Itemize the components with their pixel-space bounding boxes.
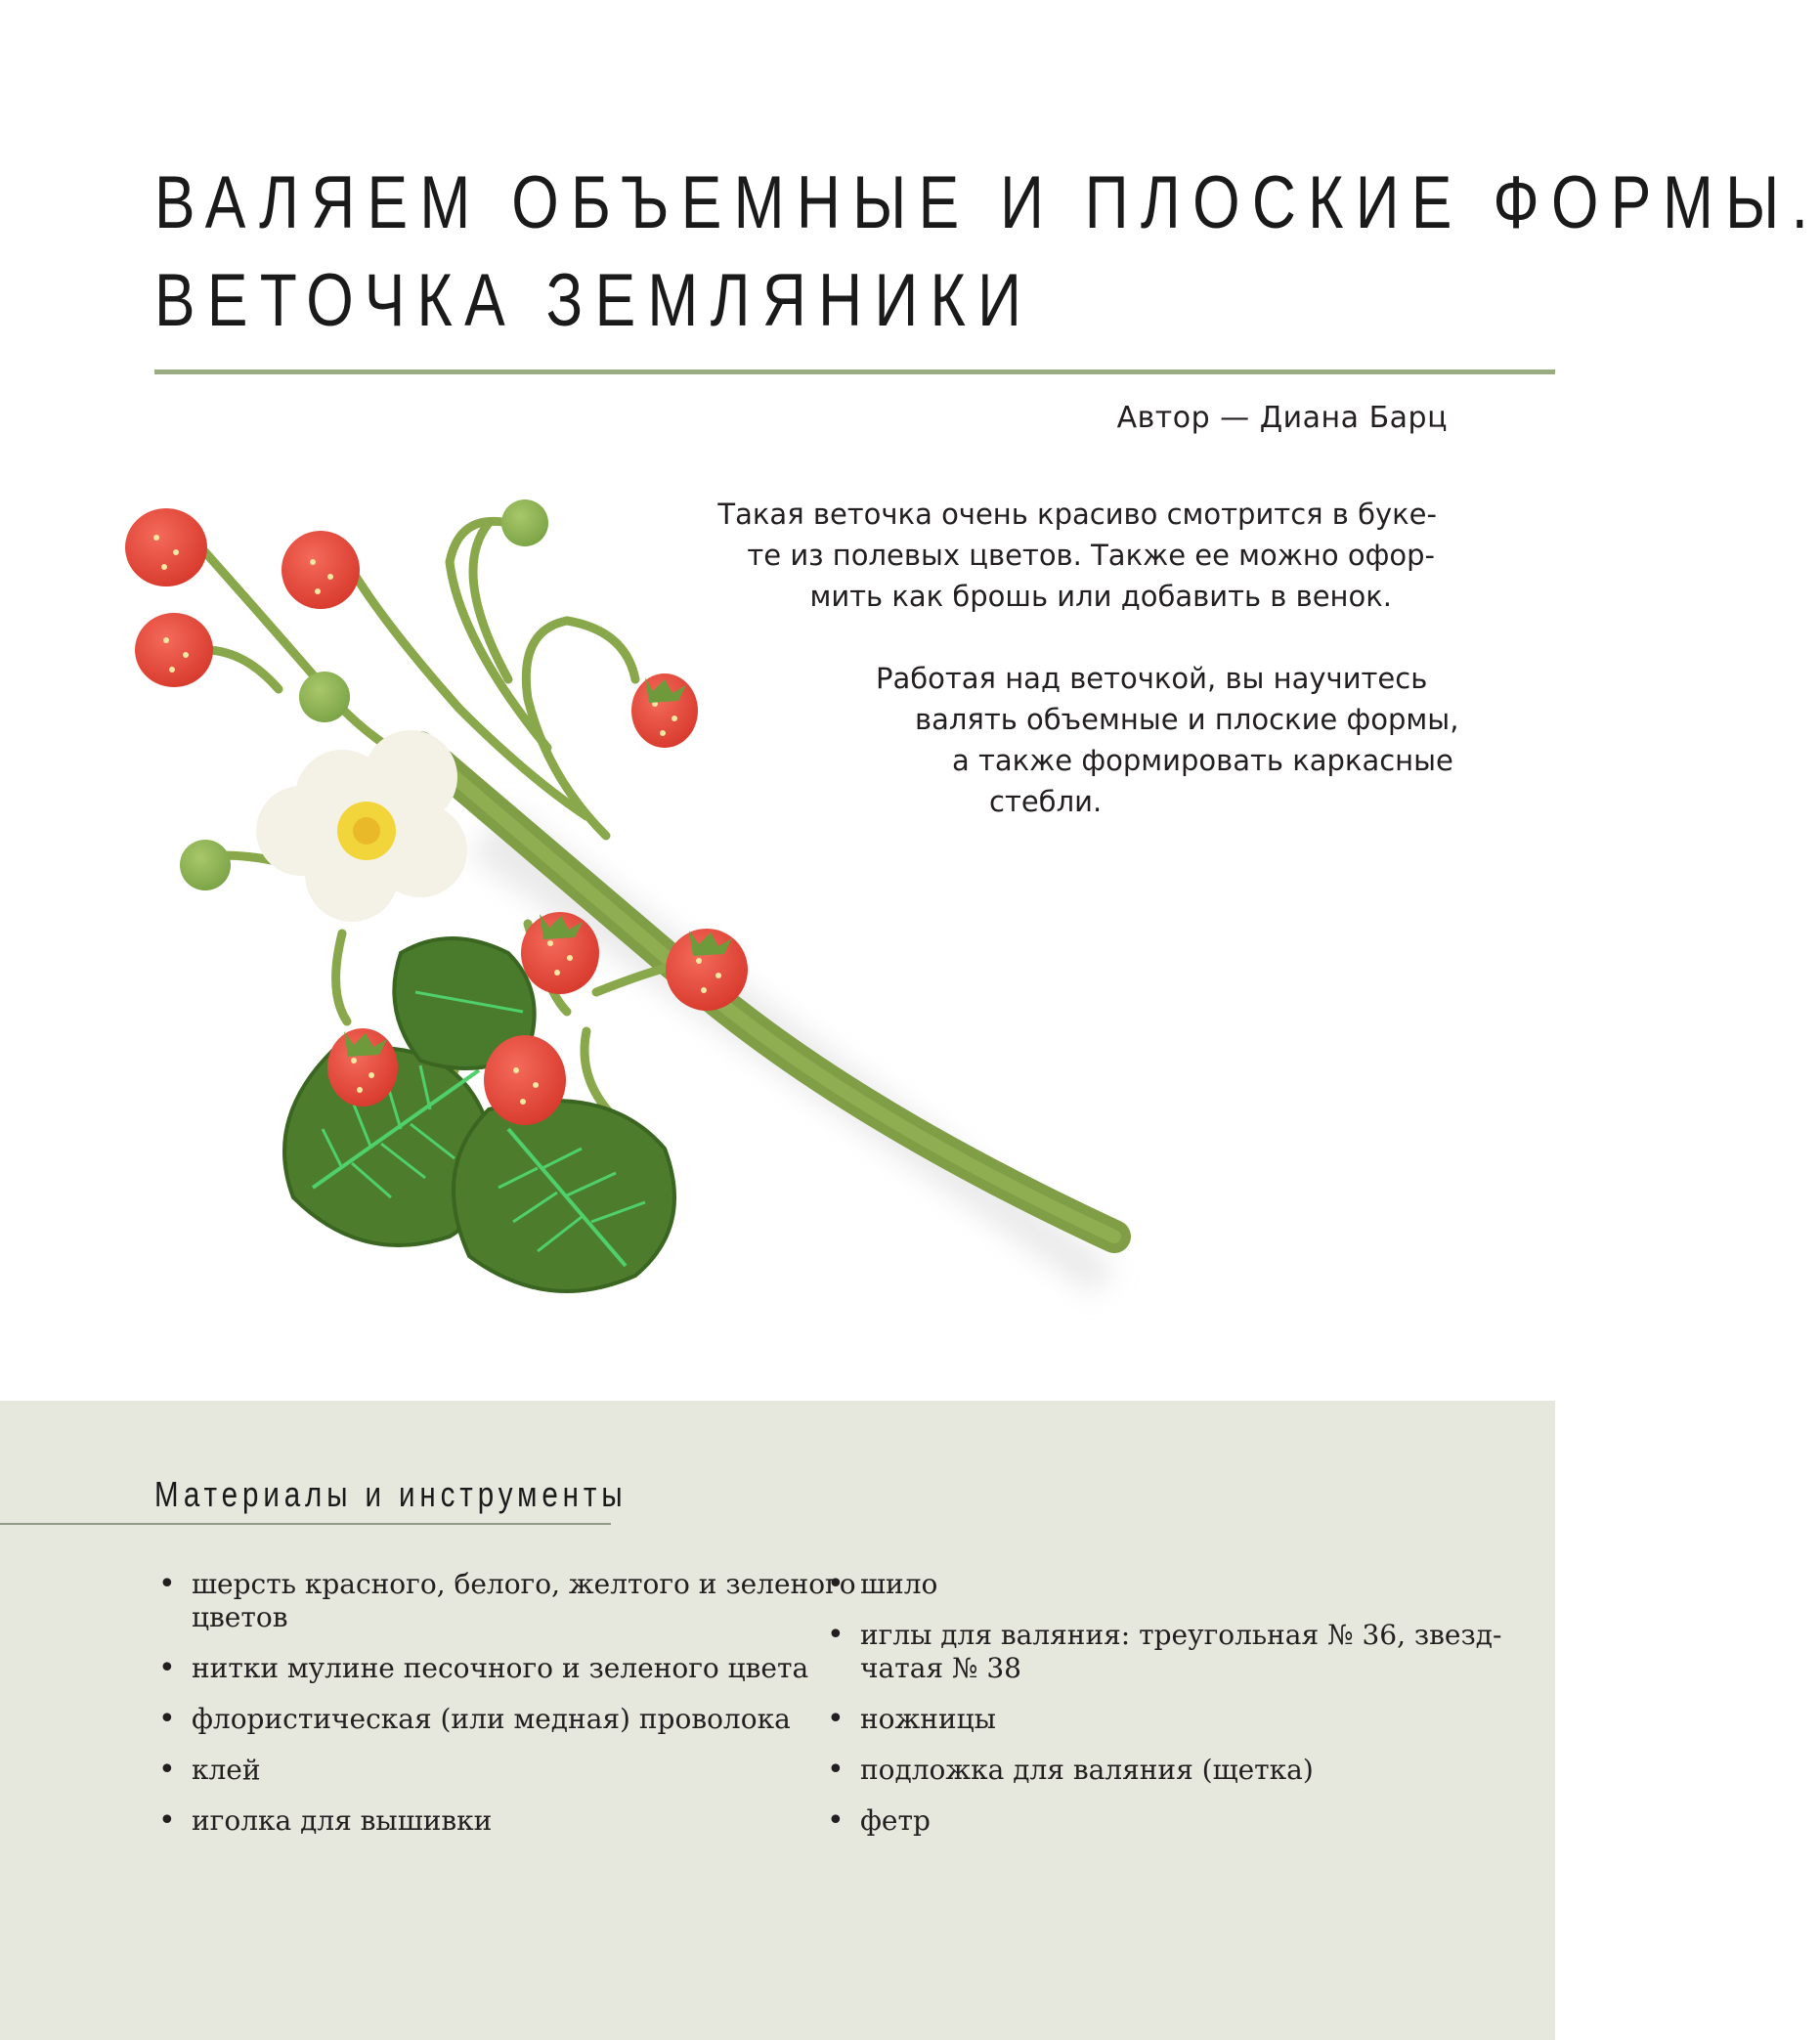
intro-line: валять объемные и плоские формы, [915,703,1459,736]
intro-line: мить как брошь или добавить в венок. [809,580,1392,613]
list-item-text: иглы для валяния: треугольная № 36, звезд- [860,1619,1502,1651]
materials-heading-underline [0,1523,611,1525]
page-title-line1: ВАЛЯЕМ ОБЪЕМНЫЕ И ПЛОСКИЕ ФОРМЫ. [154,161,1820,244]
intro-line: Работая над веточкой, вы научитесь [876,662,1428,695]
intro-line: стебли. [989,785,1103,818]
intro-text [684,494,1459,822]
intro-paragraph-1 [684,494,1456,617]
list-item [823,1804,1449,1838]
list-item-text: подложка для валяния (щетка) [860,1754,1314,1786]
list-item [154,1703,800,1736]
list-item [823,1703,1449,1736]
list-item-text: иголка для вышивки [192,1804,493,1837]
intro-paragraph-2 [684,658,1459,822]
title-divider [154,369,1555,374]
list-item [154,1652,809,1685]
leaves [284,938,674,1291]
strawberry [484,1035,566,1125]
materials-heading: Материалы и инструменты [154,1474,628,1514]
list-item-text: шерсть красного, белого, желтого и зеленого [192,1568,856,1600]
list-item-text: клей [192,1754,261,1786]
intro-line: а также формировать каркасные [952,744,1453,777]
list-item [823,1754,1449,1787]
list-item [823,1568,1449,1601]
intro-line: Такая веточка очень красиво смотрится в буке- [717,498,1437,531]
list-item-text: ножницы [860,1703,996,1735]
list-item [823,1619,1502,1685]
list-item-text: нитки мулине песочного и зеленого цвета [192,1652,809,1684]
strawberry [125,508,207,586]
strawberry [135,613,213,687]
materials-list-right [823,1568,1502,1855]
page-title [154,154,1820,350]
list-item-text: чатая № 38 [860,1652,1021,1684]
list-item-text: фетр [860,1804,931,1837]
list-item-text: шило [860,1568,938,1600]
strawberry-flower [256,730,467,922]
author-credit: Автор — Диана Барц [1116,401,1448,435]
strawberry [282,531,360,609]
list-item [154,1754,800,1787]
list-item-text: цветов [192,1601,288,1633]
list-item-text: флористическая (или медная) проволока [192,1703,791,1735]
list-item [154,1568,856,1634]
materials-list-left [154,1568,856,1855]
page-title-line2: ВЕТОЧКА ЗЕМЛЯНИКИ [154,259,1034,342]
intro-line: те из полевых цветов. Также ее можно офор- [747,539,1435,572]
list-item [154,1804,800,1838]
